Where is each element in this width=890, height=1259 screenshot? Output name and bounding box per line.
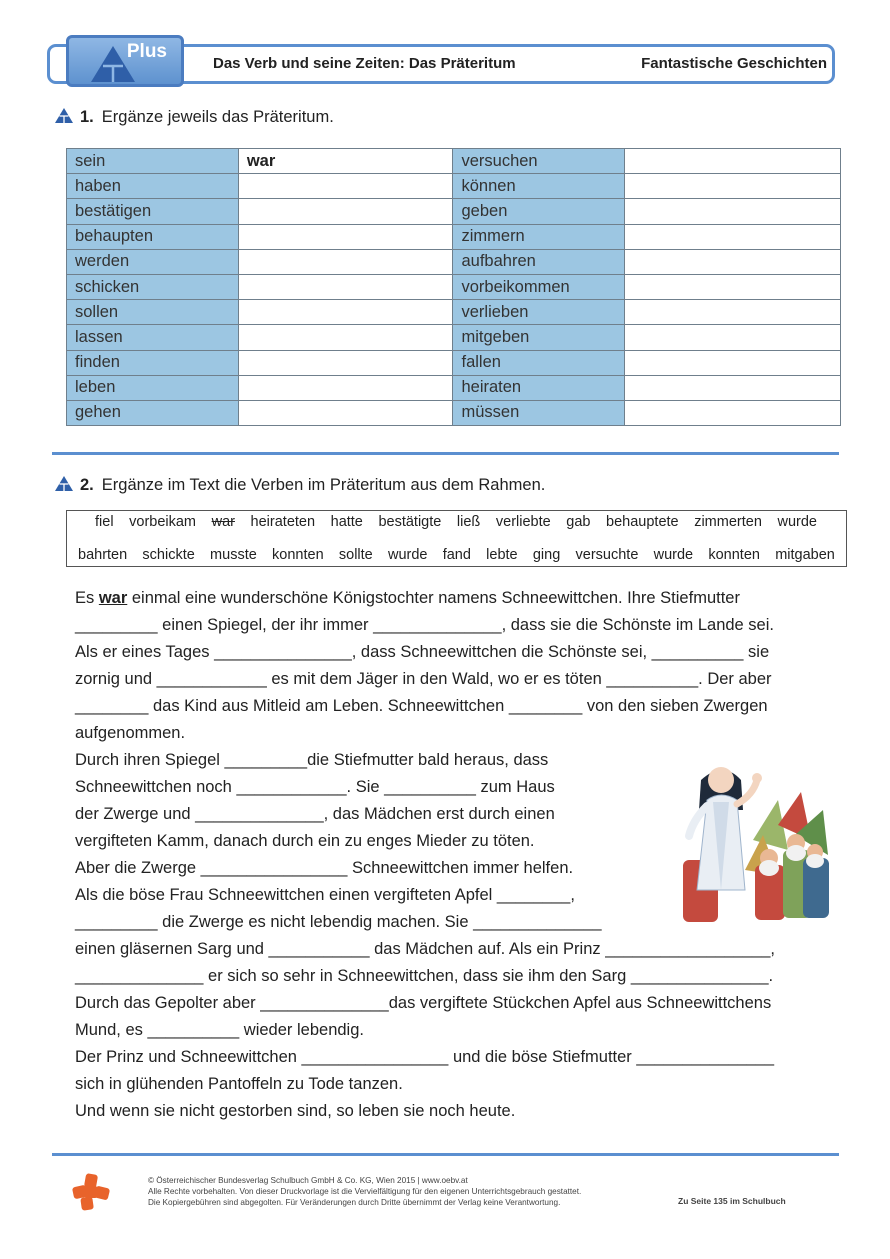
word-option: konnten — [272, 547, 324, 563]
story-line: Durch ihren Spiegel _________die Stiefmutter bald heraus, dass — [75, 751, 549, 769]
table-row — [67, 274, 841, 299]
verb-table — [66, 148, 841, 426]
word-option: wurde — [387, 547, 428, 563]
answer-cell[interactable] — [238, 400, 453, 425]
story-line: Als er eines Tages _______________, dass Schneewittchen die Schönste sei, __________ sie — [75, 643, 770, 661]
answer-cell[interactable] — [238, 325, 453, 350]
story-line: zornig und ____________ es mit dem Jäger in den Wald, wo er es töten __________. Der aber — [75, 670, 772, 688]
answer-cell[interactable] — [625, 274, 841, 299]
task1-number: 1. — [80, 108, 94, 126]
word-option: lebte — [486, 547, 518, 563]
task2-instruction: Ergänze im Text die Verben im Präteritum aus dem Rahmen. — [101, 476, 546, 494]
table-row — [67, 249, 841, 274]
word-option: ließ — [456, 514, 481, 530]
verb-cell: fallen — [453, 350, 625, 375]
verb-cell: sollen — [67, 300, 239, 325]
verb-cell: mitgeben — [453, 325, 625, 350]
verb-cell: werden — [67, 249, 239, 274]
answer-cell[interactable] — [238, 224, 453, 249]
word-option: bestätigte — [378, 514, 442, 530]
verb-cell: haben — [67, 174, 239, 199]
answer-cell[interactable] — [625, 174, 841, 199]
word-option: fiel — [95, 514, 114, 530]
word-option: bahrten — [78, 547, 128, 563]
verb-cell: müssen — [453, 400, 625, 425]
answer-cell[interactable] — [625, 224, 841, 249]
answer-cell[interactable] — [625, 300, 841, 325]
verb-cell: verlieben — [453, 300, 625, 325]
verb-cell: bestätigen — [67, 199, 239, 224]
answer-cell[interactable] — [238, 375, 453, 400]
word-option: behauptete — [606, 514, 679, 530]
table-row — [67, 375, 841, 400]
table-row — [67, 350, 841, 375]
answer-cell[interactable]: war — [238, 149, 453, 174]
table-row — [67, 149, 841, 174]
word-option: sollte — [338, 547, 373, 563]
task2-heading — [54, 475, 545, 495]
story-line — [75, 585, 845, 612]
section-divider — [52, 452, 839, 455]
answer-cell[interactable] — [238, 249, 453, 274]
word-box — [66, 510, 847, 567]
story-line: Der Prinz und Schneewittchen ________________ und die böse Stiefmutter _______________ — [75, 1048, 775, 1066]
answer-cell[interactable] — [625, 199, 841, 224]
story-line: aufgenommen. — [75, 724, 186, 742]
page-reference: Zu Seite 135 im Schulbuch — [678, 1196, 786, 1206]
verb-cell: geben — [453, 199, 625, 224]
table-row — [67, 199, 841, 224]
copyright-notice — [148, 1175, 581, 1208]
verb-cell: heiraten — [453, 375, 625, 400]
answer-cell[interactable] — [625, 325, 841, 350]
verb-cell: sein — [67, 149, 239, 174]
logo-label: Plus — [126, 41, 167, 62]
word-option: hatte — [330, 514, 363, 530]
plus-logo — [66, 35, 184, 87]
answer-cell[interactable] — [238, 300, 453, 325]
word-option: versuchte — [575, 547, 639, 563]
task1-instruction: Ergänze jeweils das Präteritum. — [101, 108, 334, 126]
story-line: Mund, es __________ wieder lebendig. — [75, 1021, 364, 1039]
snow-white-illustration — [683, 740, 831, 923]
word-row-2 — [67, 547, 846, 563]
verb-cell: finden — [67, 350, 239, 375]
pyramid-icon — [54, 475, 74, 492]
story-line: Aber die Zwerge ________________ Schneewittchen immer helfen. — [75, 859, 574, 877]
example-answer: war — [98, 589, 128, 607]
answer-cell[interactable] — [238, 274, 453, 299]
verb-cell: aufbahren — [453, 249, 625, 274]
verb-cell: leben — [67, 375, 239, 400]
copyright-line: Alle Rechte vorbehalten. Von dieser Druckvorlage ist die Vervielfältigung für den eigenen Unterrichtsgebrauch gestattet. — [148, 1187, 582, 1196]
word-option: wurde — [777, 514, 817, 530]
verb-cell: schicken — [67, 274, 239, 299]
story-line: einen gläsernen Sarg und ___________ das Mädchen auf. Als ein Prinz __________________, — [75, 940, 775, 958]
story-text-segment: einmal eine wunderschöne Königstochter namens Schneewittchen. Ihre Stiefmutter — [127, 589, 740, 607]
answer-cell[interactable] — [625, 149, 841, 174]
story-line: vergifteten Kamm, danach durch ein zu enges Mieder zu töten. — [75, 832, 535, 850]
verb-cell: vorbeikommen — [453, 274, 625, 299]
verb-cell: gehen — [67, 400, 239, 425]
story-line: Und wenn sie nicht gestorben sind, so leben sie noch heute. — [75, 1102, 516, 1120]
task1-heading — [54, 107, 334, 127]
verb-cell: behaupten — [67, 224, 239, 249]
story-line: sich in glühenden Pantoffeln zu Tode tanzen. — [75, 1075, 403, 1093]
word-option: war — [211, 514, 235, 530]
answer-cell[interactable] — [238, 350, 453, 375]
answer-cell[interactable] — [625, 400, 841, 425]
answer-cell[interactable] — [238, 174, 453, 199]
story-line: Schneewittchen noch ____________. Sie __________ zum Haus — [75, 778, 555, 796]
footer-divider — [52, 1153, 839, 1156]
word-option: verliebte — [495, 514, 551, 530]
answer-cell[interactable] — [625, 249, 841, 274]
section-title: Fantastische Geschichten — [641, 55, 827, 72]
answer-cell[interactable] — [238, 199, 453, 224]
table-row — [67, 325, 841, 350]
verb-cell: lassen — [67, 325, 239, 350]
verb-cell: zimmern — [453, 224, 625, 249]
word-option: heirateten — [250, 514, 316, 530]
story-text-segment: Es — [75, 589, 99, 607]
word-option: schickte — [142, 547, 195, 563]
word-option: mitgaben — [775, 547, 835, 563]
verb-cell: können — [453, 174, 625, 199]
word-option: gab — [566, 514, 591, 530]
copyright-line: © Österreichischer Bundesverlag Schulbuch GmbH & Co. KG, Wien 2015 | www.oebv.at — [148, 1176, 468, 1185]
table-row — [67, 300, 841, 325]
word-option: musste — [210, 547, 257, 563]
answer-cell[interactable] — [625, 350, 841, 375]
table-row — [67, 400, 841, 425]
word-option: wurde — [653, 547, 694, 563]
word-option: zimmerten — [694, 514, 762, 530]
word-option: fand — [442, 547, 471, 563]
answer-cell[interactable] — [625, 375, 841, 400]
task2-number: 2. — [80, 476, 94, 494]
story-line: der Zwerge und ______________, das Mädchen erst durch einen — [75, 805, 555, 823]
word-option: vorbeikam — [129, 514, 197, 530]
page-title: Das Verb und seine Zeiten: Das Präteritum — [213, 55, 516, 72]
verb-cell: versuchen — [453, 149, 625, 174]
table-row — [67, 224, 841, 249]
story-line: ______________ er sich so sehr in Schneewittchen, dass sie ihm den Sarg _______________. — [75, 967, 774, 985]
publisher-logo-icon — [71, 1172, 111, 1212]
story-line: Als die böse Frau Schneewittchen einen vergifteten Apfel ________, — [75, 886, 575, 904]
word-option: ging — [532, 547, 561, 563]
pyramid-icon — [54, 107, 74, 124]
word-row-1 — [67, 514, 846, 530]
story-line: ________ das Kind aus Mitleid am Leben. Schneewittchen ________ von den sieben Zwergen — [75, 697, 768, 715]
story-line: _________ einen Spiegel, der ihr immer ______________, dass sie die Schönste im Lande sei. — [75, 616, 774, 634]
word-option: konnten — [708, 547, 760, 563]
story-line: _________ die Zwerge es nicht lebendig machen. Sie ______________ — [75, 913, 602, 931]
copyright-line: Die Kopiergebühren sind abgegolten. Für Veränderungen durch Dritte übernimmt der Verlag keine Verantwortung. — [148, 1198, 561, 1207]
story-line: Durch das Gepolter aber ______________das vergiftete Stückchen Apfel aus Schneewittchens — [75, 994, 772, 1012]
table-row — [67, 174, 841, 199]
